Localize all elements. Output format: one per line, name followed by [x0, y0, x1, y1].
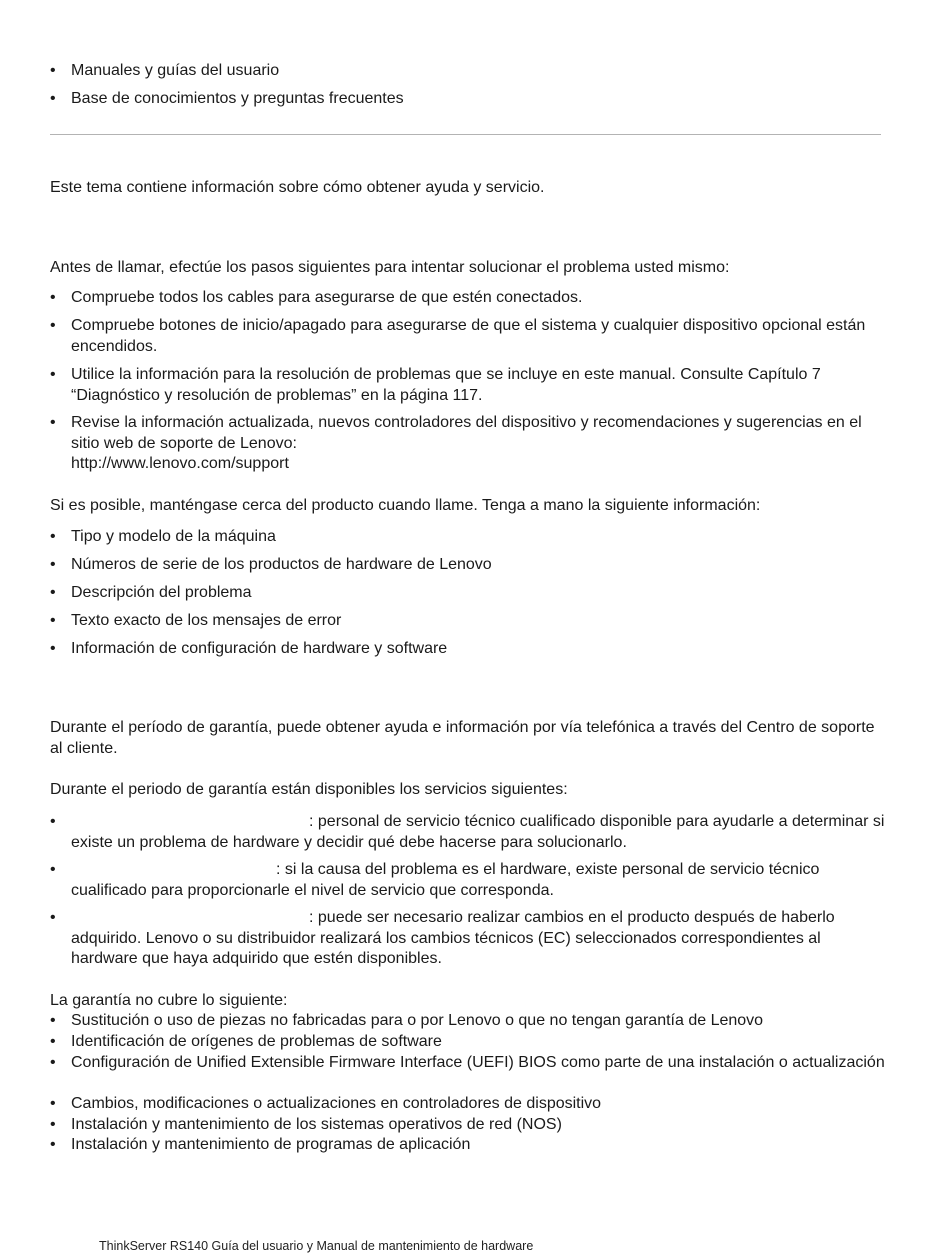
list-item	[50, 1094, 890, 1115]
bullet: •	[50, 414, 56, 431]
bullet: •	[50, 1012, 56, 1029]
bullet: •	[50, 556, 56, 573]
list-item	[50, 583, 890, 604]
list-item	[50, 1032, 890, 1053]
bullet: •	[50, 640, 56, 657]
bullet: •	[50, 1033, 56, 1050]
bullet: •	[50, 1136, 56, 1153]
list-item-text: Sustitución o uso de piezas no fabricadas para o por Lenovo o que no tengan garantía de Lenovo	[71, 1012, 764, 1029]
list-item	[50, 316, 890, 357]
bullet: •	[50, 909, 56, 926]
list-item	[50, 611, 890, 632]
bullet: •	[50, 612, 56, 629]
list-item	[50, 1011, 890, 1032]
bullet: •	[50, 90, 56, 107]
list-item	[50, 555, 890, 576]
section-divider	[50, 134, 881, 135]
list-item	[50, 639, 890, 660]
bullet: •	[50, 584, 56, 601]
warranty-services-lead: Durante el periodo de garantía están disponibles los servicios siguientes:	[50, 781, 568, 798]
list-item	[50, 527, 890, 548]
bullet: •	[50, 62, 56, 79]
bullet: •	[50, 861, 56, 878]
list-item	[50, 365, 890, 406]
list-item	[50, 812, 890, 853]
list-item-text: Información de configuración de hardware y software	[71, 640, 448, 657]
bullet: •	[50, 813, 56, 830]
intro-paragraph: Este tema contiene información sobre cómo obtener ayuda y servicio.	[50, 179, 545, 196]
list-item-text: Base de conocimientos y preguntas frecuentes	[71, 90, 404, 107]
bullet: •	[50, 1095, 56, 1112]
bullet: •	[50, 528, 56, 545]
list-item	[50, 89, 890, 110]
blank-term	[71, 921, 309, 922]
support-link[interactable]: http://www.lenovo.com/support	[71, 455, 289, 472]
list-item	[50, 413, 890, 475]
list-item-text: Compruebe botones de inicio/apagado para asegurarse de que el sistema y cualquier dispositivo opcional están encendidos.	[71, 317, 866, 355]
list-item-text: Revise la información actualizada, nuevos controladores del dispositivo y recomendaciones y sugerencias en el sitio web de soporte de Lenovo:	[71, 414, 862, 452]
list-item-text: Texto exacto de los mensajes de error	[71, 612, 342, 629]
list-item	[50, 288, 890, 309]
list-item-text: Instalación y mantenimiento de programas de aplicación	[71, 1136, 471, 1153]
blank-term	[71, 825, 309, 826]
list-item-text: Identificación de orígenes de problemas de software	[71, 1033, 442, 1050]
list-item-text: Manuales y guías del usuario	[71, 62, 280, 79]
list-item	[50, 908, 890, 970]
list-item-text: Cambios, modificaciones o actualizaciones en controladores de dispositivo	[71, 1095, 602, 1112]
list-item	[50, 1115, 890, 1136]
blank-term	[71, 873, 276, 874]
before-call-lead: Antes de llamar, efectúe los pasos siguientes para intentar solucionar el problema usted mismo:	[50, 259, 730, 276]
not-covered-lead: La garantía no cubre lo siguiente:	[50, 992, 288, 1009]
list-item-text: Configuración de Unified Extensible Firmware Interface (UEFI) BIOS como parte de una instalación o actualización	[71, 1054, 885, 1071]
list-item-text: Descripción del problema	[71, 584, 252, 601]
bullet: •	[50, 366, 56, 383]
bullet: •	[50, 1116, 56, 1133]
page-footer: ThinkServer RS140 Guía del usuario y Manual de mantenimiento de hardware	[99, 1239, 534, 1253]
list-item-text: Tipo y modelo de la máquina	[71, 528, 276, 545]
list-item	[50, 1135, 890, 1156]
list-item	[50, 1053, 890, 1074]
bullet: •	[50, 317, 56, 334]
list-item-text: Números de serie de los productos de hardware de Lenovo	[71, 556, 492, 573]
have-info-lead: Si es posible, manténgase cerca del producto cuando llame. Tenga a mano la siguiente información:	[50, 497, 761, 514]
list-item	[50, 860, 890, 901]
list-item-text: Instalación y mantenimiento de los sistemas operativos de red (NOS)	[71, 1116, 562, 1133]
list-item-text: : personal de servicio técnico cualificado disponible para ayudarle a determinar si existe un problema de hardware y decidir qué debe hacerse para solucionarlo.	[71, 813, 885, 851]
list-item-text: : si la causa del problema es el hardware, existe personal de servicio técnico cualificado para proporcionarle el nivel de servicio que corresponda.	[71, 861, 820, 899]
warranty-paragraph: Durante el período de garantía, puede obtener ayuda e información por vía telefónica a través del Centro de soporte al cliente.	[50, 719, 875, 757]
list-item	[50, 61, 890, 82]
bullet: •	[50, 289, 56, 306]
list-item-text: Compruebe todos los cables para asegurarse de que estén conectados.	[71, 289, 583, 306]
bullet: •	[50, 1054, 56, 1071]
list-item-text: : puede ser necesario realizar cambios en el producto después de haberlo adquirido. Lenovo o su distribuidor realizará los cambios técnicos (EC) seleccionados correspondientes al hardware que haya adquirido que estén disponibles.	[71, 909, 835, 967]
list-item-text: Utilice la información para la resolución de problemas que se incluye en este manual. Consulte Capítulo 7 “Diagnóstico y resolución de problemas” en la página 117.	[71, 366, 821, 404]
